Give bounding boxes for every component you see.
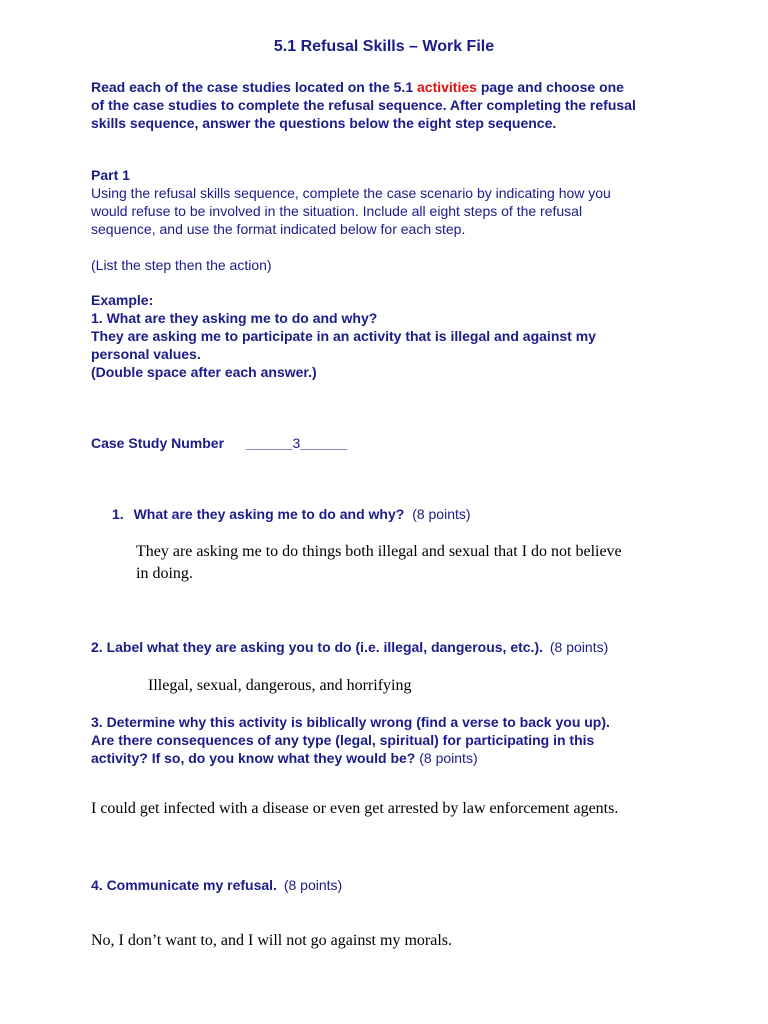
question-3-prompt-1: 3. Determine why this activity is biblically wrong (find a verse to back you up). [91,714,610,730]
question-1-number: 1. [112,506,124,522]
intro-line-1 [91,78,711,96]
example-line-3: personal values. [91,346,201,362]
part1-text-1: Using the refusal skills sequence, complete the case scenario by indicating how you [91,185,611,201]
answer-1 [136,541,736,585]
intro-line-2: of the case studies to complete the refusal sequence. After completing the refusal [91,97,636,113]
question-4-prompt: 4. Communicate my refusal. [91,877,277,893]
question-3 [91,713,711,767]
example-heading: Example: [91,292,154,308]
answer-3: I could get infected with a disease or even get arrested by law enforcement agents. [91,800,619,817]
case-study-blank-after: ______ [300,435,348,451]
part1-text-2: would refuse to be involved in the situation. Include all eight steps of the refusal [91,203,583,219]
question-3-prompt-2: Are there consequences of any type (legal, spiritual) for participating in this [91,732,595,748]
case-study-blank-before: ______ [245,435,293,451]
question-2-prompt: 2. Label what they are asking you to do (i.e. illegal, dangerous, etc.). [91,639,543,655]
answer-1-line-1: They are asking me to do things both illegal and sexual that I do not believe [136,543,622,560]
answer-4: No, I don’t want to, and I will not go against my morals. [91,932,452,949]
activities-word: activities [417,79,477,95]
case-study-label: Case Study Number [91,435,225,451]
question-1-points: (8 points) [412,506,471,522]
list-note: (List the step then the action) [91,257,272,273]
intro-line-1-b: page and choose one [476,79,624,95]
question-3-prompt-3: activity? If so, do you know what they would be? [91,750,416,766]
intro-line-1-a: Read each of the case studies located on the 5.1 [91,79,417,95]
part1-text-3: sequence, and use the format indicated below for each step. [91,221,466,237]
example-line-4: (Double space after each answer.) [91,364,317,380]
question-2 [91,638,608,656]
intro-line-3: skills sequence, answer the questions below the eight step sequence. [91,115,557,131]
question-2-points: (8 points) [549,639,609,655]
answer-1-line-2: in doing. [136,565,193,582]
question-3-prompt-3-row [91,749,711,767]
example-line-2: They are asking me to participate in an activity that is illegal and against my [91,328,596,344]
question-1-prompt: What are they asking me to do and why? [133,506,405,522]
case-study-value: 3 [292,435,301,451]
page-title: 5.1 Refusal Skills – Work File [273,38,495,55]
example-block [91,291,711,381]
case-study-row [91,434,347,452]
example-line-1: 1. What are they asking me to do and why? [91,310,378,326]
question-4 [91,876,342,894]
intro-paragraph [91,78,711,132]
question-4-points: (8 points) [283,877,343,893]
answer-2: Illegal, sexual, dangerous, and horrifying [148,677,412,694]
question-3-points: (8 points) [419,750,478,766]
part1-instructions [91,184,711,238]
part1-heading: Part 1 [91,167,130,183]
question-1 [112,505,471,523]
